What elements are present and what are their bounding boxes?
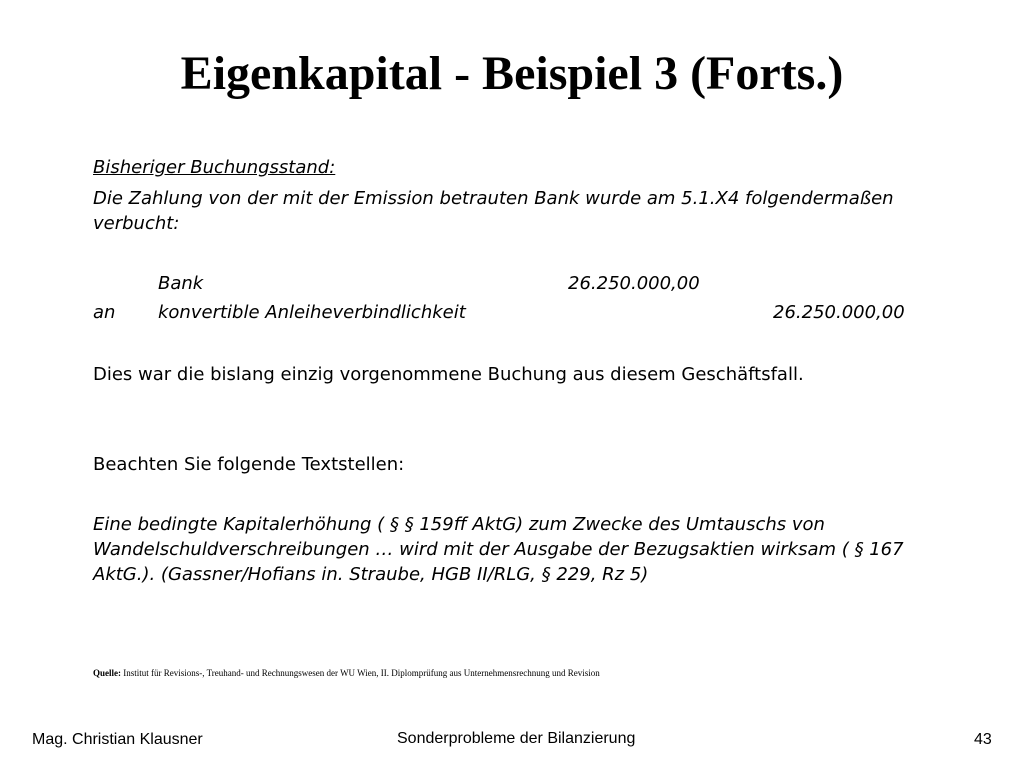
credit-prefix: an [93,302,116,323]
source-label: Quelle: [93,668,121,678]
source-text: Institut für Revisions-, Treuhand- und Rechnungswesen der WU Wien, II. Diplomprüfung aus Unternehmensrechnung und Revision [123,668,600,678]
slide-title: Eigenkapital - Beispiel 3 (Forts.) [180,47,844,100]
quote-line-2: Wandelschuldverschreibungen … wird mit der Ausgabe der Bezugsaktien wirksam ( § 167 [93,539,904,560]
credit-amount: 26.250.000,00 [773,302,905,323]
credit-account: konvertible Anleiheverbindlichkeit [158,302,466,323]
intro-text-line-1: Die Zahlung von der mit der Emission betrauten Bank wurde am 5.1.X4 folgendermaßen [93,188,894,209]
attention-text: Beachten Sie folgende Textstellen: [93,454,405,475]
quote-line-3: AktG.). (Gassner/Hofians in. Straube, HGB II/RLG, § 229, Rz 5) [93,564,649,585]
note-text: Dies war die bislang einzig vorgenommene Buchung aus diesem Geschäftsfall. [93,364,804,385]
source-note [93,668,600,678]
footer-topic: Sonderprobleme der Bilanzierung [397,730,636,747]
debit-amount: 26.250.000,00 [568,273,700,294]
section-heading: Bisheriger Buchungsstand: [93,157,336,178]
footer-author: Mag. Christian Klausner [32,731,203,748]
quote-line-1: Eine bedingte Kapitalerhöhung ( § § 159ff AktG) zum Zwecke des Umtauschs von [93,514,825,535]
debit-account: Bank [158,273,204,294]
intro-text-line-2: verbucht: [93,213,180,234]
footer-page-number: 43 [974,731,992,748]
